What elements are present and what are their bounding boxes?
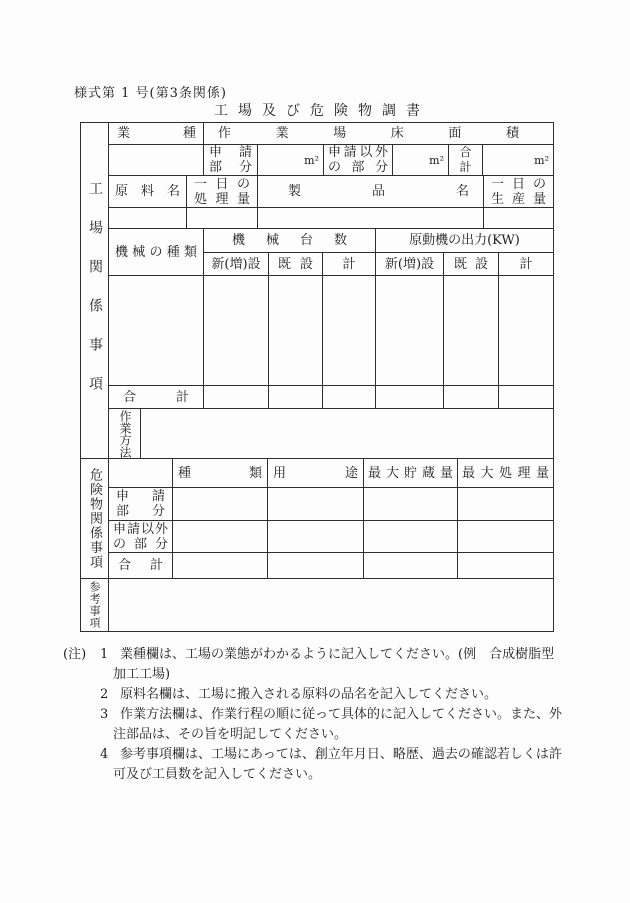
industry-type-label-cell: 業種 xyxy=(108,122,205,145)
note-number: 4 xyxy=(100,747,109,762)
work-method-input-cell xyxy=(140,408,554,459)
machine-subtotal-header-cell: 計 xyxy=(322,252,376,276)
application-area-input-cell xyxy=(257,144,324,176)
area-total-input-cell xyxy=(482,144,554,176)
machine-total-subtotal-cell xyxy=(322,385,376,409)
hazmat-non-application-label-cell: 申請以外 の部分 xyxy=(108,520,173,553)
motor-total-new-cell xyxy=(375,385,444,409)
motor-total-existing-cell xyxy=(443,385,499,409)
motor-existing-input-cell xyxy=(443,275,499,386)
hazmat-max-storage-header-cell: 最大貯蔵量 xyxy=(363,458,458,488)
hazmat-total-processing-cell xyxy=(457,552,554,579)
unit-m2: m² xyxy=(534,153,549,167)
page-title: 工場及び危険物調書 xyxy=(214,103,430,119)
note-item xyxy=(100,645,562,685)
product-name-label-cell: 製品名 xyxy=(257,175,484,208)
hazmat-application-label-cell: 申請 部分 xyxy=(108,487,173,521)
daily-production-input-cell xyxy=(483,207,554,229)
notes-list xyxy=(100,645,562,785)
machine-existing-input-cell xyxy=(268,275,323,386)
reference-input-cell xyxy=(108,578,554,632)
application-part-label-cell: 申請 部分 xyxy=(203,144,258,176)
hazmat-corner-cell xyxy=(108,458,173,488)
non-application-part-label-cell: 申請以外 の部分 xyxy=(323,144,393,176)
factory-section-label: 工場関係事項 xyxy=(80,122,109,459)
machine-total-new-cell xyxy=(203,385,269,409)
daily-processing-label-cell: 一日の 処理量 xyxy=(186,175,258,208)
hazmat-max-processing-header-cell: 最大処理量 xyxy=(457,458,554,488)
unit-m2: m² xyxy=(429,153,444,167)
hazmat-type-header-cell: 種類 xyxy=(172,458,268,488)
hazmat-app-storage-cell xyxy=(363,487,458,521)
hazmat-total-label-cell: 合計 xyxy=(108,552,173,579)
hazmat-section-label: 危険物関係事項 xyxy=(80,458,109,579)
hazmat-nonapp-use-cell xyxy=(267,520,364,553)
note-text: 業種欄は、工場の業態がわかるように記入してください。(例 合成樹脂型加工工場) xyxy=(113,647,555,682)
motor-new-install-header-cell: 新(増)設 xyxy=(375,252,444,276)
hazmat-use-header-cell: 用途 xyxy=(267,458,364,488)
note-text: 原料名欄は、工場に搬入される原料の品名を記入してください。 xyxy=(120,687,498,702)
motor-existing-header-cell: 既設 xyxy=(443,252,499,276)
hazmat-nonapp-processing-cell xyxy=(457,520,554,553)
hazmat-app-type-cell xyxy=(172,487,268,521)
workshop-floor-area-header-cell: 作業場床面積 xyxy=(203,122,554,145)
note-item xyxy=(100,745,562,785)
machine-total-label-cell: 合計 xyxy=(108,385,204,409)
reference-section-label: 参考事項 xyxy=(80,578,109,632)
machine-total-existing-cell xyxy=(268,385,323,409)
note-number: 2 xyxy=(100,687,109,702)
unit-m2: m² xyxy=(304,153,319,167)
machine-type-input-cell xyxy=(108,275,204,386)
hazmat-total-use-cell xyxy=(267,552,364,579)
machine-new-install-header-cell: 新(増)設 xyxy=(203,252,269,276)
daily-processing-input-cell xyxy=(186,207,258,229)
machine-count-header-cell: 機械台数 xyxy=(203,228,376,253)
raw-material-input-cell xyxy=(108,207,187,229)
product-name-input-cell xyxy=(257,207,484,229)
motor-subtotal-header-cell: 計 xyxy=(498,252,554,276)
work-method-label-cell: 作業方法 xyxy=(108,408,141,459)
hazmat-nonapp-storage-cell xyxy=(363,520,458,553)
form-table xyxy=(80,122,554,632)
note-item xyxy=(100,685,562,705)
hazmat-app-use-cell xyxy=(267,487,364,521)
raw-material-label-cell: 原料名 xyxy=(108,175,187,208)
note-text: 作業方法欄は、作業行程の順に従って具体的に記入してください。また、外注部品は、その旨を明記してください。 xyxy=(113,707,563,742)
motor-total-subtotal-cell xyxy=(498,385,554,409)
hazmat-total-type-cell xyxy=(172,552,268,579)
non-application-area-input-cell xyxy=(392,144,449,176)
machine-type-label-cell: 機械の種類 xyxy=(108,228,204,276)
note-text: 参考事項欄は、工場にあっては、創立年月日、略歴、過去の確認若しくは許可及び工員数を記入してください。 xyxy=(113,747,562,782)
hazmat-nonapp-type-cell xyxy=(172,520,268,553)
daily-production-label-cell: 一日の 生産量 xyxy=(483,175,554,208)
notes-prefix: (注) xyxy=(63,647,87,662)
hazmat-total-storage-cell xyxy=(363,552,458,579)
industry-type-input-cell xyxy=(108,144,204,176)
form-number: 様式第 1 号(第3条関係) xyxy=(74,86,227,101)
note-number: 3 xyxy=(100,707,109,722)
note-item xyxy=(100,705,562,745)
note-number: 1 xyxy=(100,647,109,662)
machine-existing-header-cell: 既設 xyxy=(268,252,323,276)
motor-subtotal-input-cell xyxy=(498,275,554,386)
motor-new-input-cell xyxy=(375,275,444,386)
machine-subtotal-input-cell xyxy=(322,275,376,386)
area-total-label-cell: 合 計 xyxy=(448,144,483,176)
motor-output-header-cell: 原動機の出力(KW) xyxy=(375,228,554,253)
hazmat-app-processing-cell xyxy=(457,487,554,521)
notes xyxy=(63,645,562,785)
machine-new-input-cell xyxy=(203,275,269,386)
